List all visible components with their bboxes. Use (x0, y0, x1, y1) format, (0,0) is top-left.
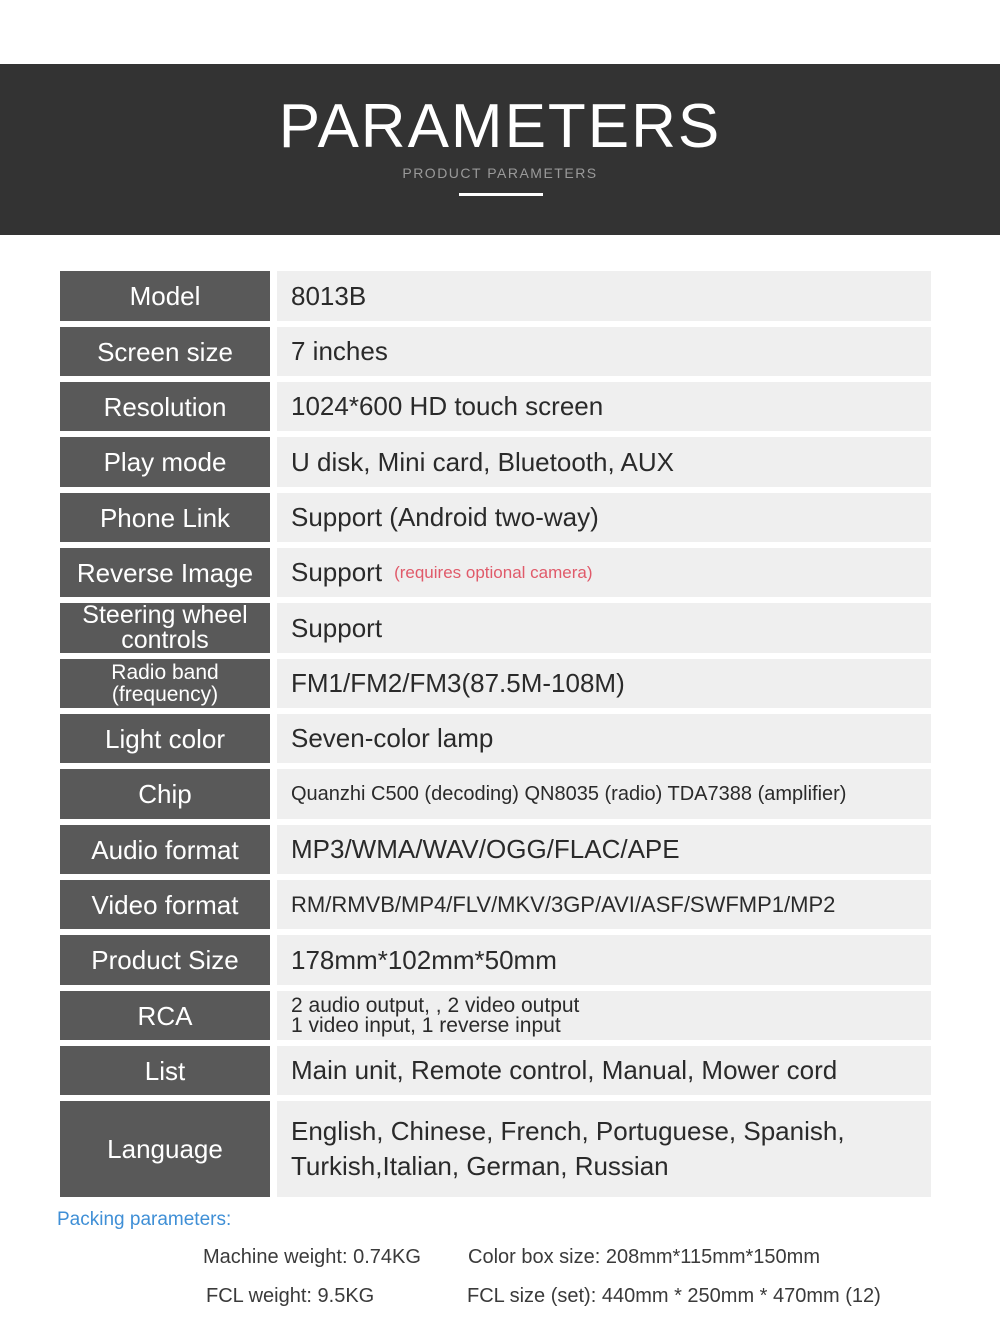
spec-label: Play mode (60, 437, 270, 487)
spec-value: Support (Android two-way) (277, 493, 931, 542)
spec-row-play-mode (60, 437, 931, 487)
spec-value-lines (291, 993, 580, 1037)
spec-label: Light color (60, 714, 270, 763)
spec-value: MP3/WMA/WAV/OGG/FLAC/APE (277, 825, 931, 874)
spec-value: Quanzhi C500 (decoding) QN8035 (radio) TDA7388 (amplifier) (277, 769, 931, 819)
spec-value: U disk, Mini card, Bluetooth, AUX (277, 437, 931, 487)
spec-value: 1024*600 HD touch screen (277, 382, 931, 431)
spec-value (277, 1101, 931, 1197)
spec-value (277, 548, 931, 597)
packing-title: Packing parameters: (57, 1209, 232, 1230)
page-title: PARAMETERS (278, 92, 722, 161)
spec-label: Chip (60, 769, 270, 819)
spec-label: Screen size (60, 327, 270, 376)
spec-row-chip (60, 769, 931, 819)
fcl-size: FCL size (set): 440mm * 250mm * 470mm (12) (467, 1285, 881, 1307)
spec-value-line: 1 video input, 1 reverse input (291, 1013, 561, 1037)
spec-label: Audio format (60, 825, 270, 874)
spec-label: Video format (60, 880, 270, 929)
spec-row-phone-link (60, 493, 931, 542)
spec-label: Phone Link (60, 493, 270, 542)
spec-row-video-format (60, 880, 931, 929)
spec-value: RM/RMVB/MP4/FLV/MKV/3GP/AVI/ASF/SWFMP1/MP2 (277, 880, 931, 929)
spec-row-model (60, 271, 931, 321)
page-subtitle: PRODUCT PARAMETERS (402, 165, 598, 181)
spec-value: Main unit, Remote control, Manual, Mower cord (277, 1046, 931, 1095)
spec-value: FM1/FM2/FM3(87.5M-108M) (277, 659, 931, 708)
spec-value: 178mm*102mm*50mm (277, 935, 931, 985)
spec-row-rca (60, 991, 931, 1040)
spec-label (60, 659, 270, 708)
spec-row-resolution (60, 382, 931, 431)
spec-label: Model (60, 271, 270, 321)
spec-value-line: Turkish,Italian, German, Russian (291, 1151, 669, 1181)
spec-label-line: Radio band (111, 660, 219, 684)
spec-value-lines (291, 1114, 845, 1184)
spec-value: Seven-color lamp (277, 714, 931, 763)
spec-value-text: Support (291, 557, 383, 587)
color-box-size: Color box size: 208mm*115mm*150mm (468, 1246, 820, 1268)
spec-row-audio-format (60, 825, 931, 874)
spec-row-language (60, 1101, 931, 1197)
spec-row-product-size (60, 935, 931, 985)
spec-note: (requires optional camera) (394, 562, 593, 582)
spec-value-line: English, Chinese, French, Portuguese, Spanish, (291, 1116, 845, 1146)
spec-value: Support (277, 603, 931, 653)
spec-label: Reverse Image (60, 548, 270, 597)
title-underline (459, 193, 543, 196)
spec-row-light-color (60, 714, 931, 763)
machine-weight: Machine weight: 0.74KG (203, 1246, 421, 1268)
spec-value: 7 inches (277, 327, 931, 376)
spec-row-reverse-image (60, 548, 931, 597)
spec-label: Product Size (60, 935, 270, 985)
spec-label: List (60, 1046, 270, 1095)
spec-row-list (60, 1046, 931, 1095)
spec-row-screen-size (60, 327, 931, 376)
spec-label: Resolution (60, 382, 270, 431)
spec-label-line: Steering wheel (82, 601, 248, 629)
spec-label: RCA (60, 991, 270, 1040)
header-banner (0, 64, 1000, 235)
spec-label-line: (frequency) (111, 682, 219, 706)
spec-value (277, 991, 931, 1040)
spec-label-line: controls (121, 626, 209, 654)
spec-label: Language (60, 1101, 270, 1197)
spec-value-line: 2 audio output, , 2 video output (291, 993, 580, 1017)
spec-value: 8013B (277, 271, 931, 321)
spec-label (60, 603, 270, 653)
spec-row-steering-wheel (60, 603, 931, 653)
spec-row-radio-band (60, 659, 931, 708)
fcl-weight: FCL weight: 9.5KG (206, 1285, 375, 1307)
